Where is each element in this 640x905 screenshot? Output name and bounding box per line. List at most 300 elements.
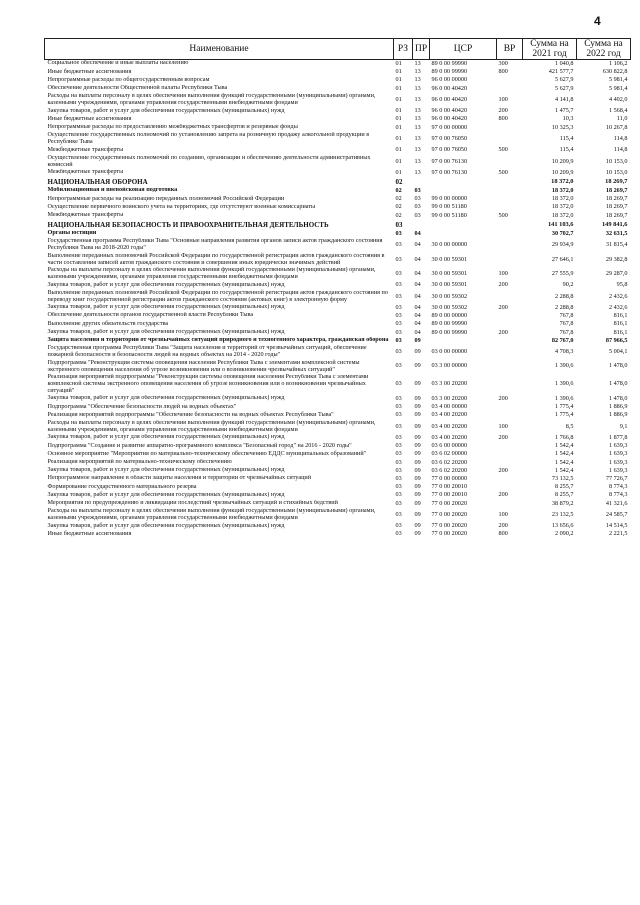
row-rz: 01 <box>395 123 402 131</box>
row-sum-2022: 2 432,6 <box>608 292 628 300</box>
row-csr: 97 0 00 76130 <box>431 168 468 176</box>
row-vr <box>497 450 523 458</box>
row-sum-2022: 18 269,7 <box>605 195 628 203</box>
table-row <box>45 420 631 434</box>
row-rz: 03 <box>395 229 402 237</box>
table-row <box>45 491 631 499</box>
row-vr: 500 <box>498 146 508 154</box>
row-sum-2021: 1 390,6 <box>554 362 574 370</box>
row-vr: 200 <box>498 466 508 474</box>
row-sum-2022: 29 287,0 <box>605 269 628 277</box>
row-rz: 03 <box>395 336 402 344</box>
row-sum-2022: 41 321,6 <box>605 499 628 507</box>
row-sum-2021: 2 090,2 <box>554 530 574 538</box>
row-csr: 77 0 00 00000 <box>431 475 468 483</box>
row-sum-2021: 1 766,8 <box>554 434 574 442</box>
row-rz: 03 <box>395 303 402 311</box>
row-sum-2022: 10 267,8 <box>605 123 628 131</box>
row-csr <box>430 177 497 187</box>
row-sum-2021: 10 209,9 <box>551 157 574 165</box>
row-csr: 30 0 00 59301 <box>431 255 468 263</box>
row-rz: 03 <box>395 491 402 499</box>
row-sum-2022: 816,1 <box>613 328 628 336</box>
row-pr: 03 <box>414 195 421 203</box>
header-rz: РЗ <box>394 39 413 60</box>
row-sum-2022: 11,0 <box>616 115 628 123</box>
row-vr <box>497 374 523 395</box>
row-vr <box>497 220 523 230</box>
row-csr: 97 0 00 00000 <box>431 123 468 131</box>
row-csr: 77 0 00 20020 <box>431 530 468 538</box>
table-row <box>45 195 631 203</box>
row-rz: 03 <box>395 395 402 403</box>
row-name: Защита населения и территории от чрезвычайных ситуаций природного и техногенного характера, гражданская оборона <box>47 336 389 343</box>
table-row <box>45 434 631 442</box>
row-pr: 03 <box>414 187 421 195</box>
row-pr: 09 <box>414 422 421 430</box>
table-row <box>45 329 631 337</box>
row-name: Основное мероприятие "Мероприятия по материально-техническому обеспечению ЕДДС муниципальных образований" <box>47 450 367 457</box>
row-rz: 01 <box>395 95 402 103</box>
row-vr <box>497 345 523 359</box>
row-sum-2021: 13 656,6 <box>551 522 574 530</box>
row-sum-2021: 1 542,4 <box>554 466 574 474</box>
row-name: Осуществление государственных полномочий по созданию, организации и обеспечению деятельности административных комиссий <box>47 154 371 168</box>
row-pr: 04 <box>414 269 421 277</box>
row-vr: 200 <box>498 107 508 115</box>
row-sum-2021: 767,8 <box>559 320 574 328</box>
row-csr: 03 4 00 00000 <box>431 403 468 411</box>
row-csr: 30 0 00 59302 <box>431 303 468 311</box>
table-row <box>45 467 631 475</box>
row-name: Мероприятия по предупреждению и ликвидации последствий чрезвычайных ситуаций и стихийных бедствий <box>47 499 338 506</box>
row-rz: 01 <box>395 60 402 67</box>
table-row <box>45 238 631 252</box>
row-sum-2022: 816,1 <box>613 312 628 320</box>
row-sum-2022: 2 432,6 <box>608 303 628 311</box>
row-sum-2022: 5 981,4 <box>608 84 628 92</box>
row-sum-2022: 5 004,1 <box>608 348 628 355</box>
row-rz: 01 <box>395 107 402 115</box>
table-row <box>45 475 631 483</box>
row-vr <box>497 195 523 203</box>
row-sum-2022: 4 402,0 <box>608 95 628 103</box>
table-row <box>45 60 631 69</box>
row-sum-2022: 1 886,9 <box>608 411 628 419</box>
table-row <box>45 85 631 93</box>
row-sum-2022: 1 639,3 <box>608 458 628 466</box>
row-rz: 02 <box>395 187 402 195</box>
row-csr: 96 0 00 00000 <box>431 76 468 84</box>
row-rz: 03 <box>395 348 402 355</box>
row-pr: 04 <box>414 303 421 311</box>
row-vr <box>497 411 523 419</box>
row-name: Межбюджетные трансферты <box>47 146 124 153</box>
row-rz: 03 <box>395 475 402 483</box>
row-csr: 77 0 00 20020 <box>431 499 468 507</box>
row-pr: 09 <box>414 434 421 442</box>
row-sum-2021: 8 255,7 <box>554 483 574 491</box>
row-vr: 200 <box>498 522 508 530</box>
table-row <box>45 132 631 146</box>
row-sum-2022: 816,1 <box>613 320 628 328</box>
row-sum-2022: 32 631,5 <box>605 229 628 237</box>
row-sum-2021: 4 708,3 <box>554 348 574 355</box>
row-name: НАЦИОНАЛЬНАЯ БЕЗОПАСНОСТЬ И ПРАВООХРАНИТЕЛЬНАЯ ДЕЯТЕЛЬНОСТЬ <box>47 220 329 229</box>
row-vr: 200 <box>498 281 508 289</box>
row-name: Реализация мероприятий по материально-техническому обеспечению <box>47 458 232 465</box>
table-row <box>45 230 631 238</box>
row-name: Подпрограмма "Создание и развитие аппаратно-программного комплекса "Безопасный город" на 2016 - 2020 годы" <box>47 442 352 449</box>
table-row <box>45 212 631 220</box>
row-name: Закупка товаров, работ и услуг для обеспечения государственных (муниципальных) нужд <box>47 395 285 402</box>
row-sum-2021: 10 325,3 <box>551 123 574 131</box>
row-pr: 13 <box>414 84 421 92</box>
row-vr <box>497 320 523 328</box>
table-row <box>45 252 631 266</box>
row-name: Закупка товаров, работ и услуг для обеспечения государственных (муниципальных) нужд <box>47 328 285 335</box>
row-csr: 03 6 02 20200 <box>431 458 468 466</box>
row-name: НАЦИОНАЛЬНАЯ ОБОРОНА <box>47 178 148 187</box>
row-rz: 02 <box>395 203 402 211</box>
row-vr <box>497 475 523 483</box>
row-pr: 09 <box>414 499 421 507</box>
row-name: Закупка товаров, работ и услуг для обеспечения государственных (муниципальных) нужд <box>47 491 285 498</box>
row-sum-2021: 18 372,0 <box>551 178 574 186</box>
row-vr: 800 <box>498 68 508 76</box>
row-sum-2022: 2 221,5 <box>608 530 628 538</box>
table-row <box>45 281 631 289</box>
row-sum-2022: 1 568,4 <box>608 107 628 115</box>
row-rz: 01 <box>395 84 402 92</box>
row-pr: 13 <box>414 168 421 176</box>
row-sum-2021: 2 288,8 <box>554 292 574 300</box>
row-csr: 97 0 00 76050 <box>431 134 468 142</box>
row-sum-2021: 18 372,0 <box>551 211 574 219</box>
row-csr <box>430 230 497 238</box>
row-rz: 03 <box>395 403 402 411</box>
table-row <box>45 450 631 458</box>
row-vr: 500 <box>498 211 508 219</box>
row-csr: 03 6 00 00000 <box>431 442 468 450</box>
row-sum-2021: 90,2 <box>562 281 574 289</box>
row-sum-2021: 5 627,9 <box>554 84 574 92</box>
row-pr: 04 <box>414 281 421 289</box>
table-row <box>45 483 631 491</box>
row-vr: 200 <box>498 328 508 336</box>
row-csr: 03 0 00 00000 <box>431 348 468 355</box>
table-row <box>45 530 631 538</box>
table-row <box>45 220 631 230</box>
row-sum-2021: 141 103,6 <box>547 220 574 228</box>
row-csr: 03 6 02 00000 <box>431 450 468 458</box>
row-sum-2021: 1 775,4 <box>554 403 574 411</box>
row-rz: 03 <box>395 510 402 518</box>
row-csr: 96 0 00 40420 <box>431 107 468 115</box>
row-csr: 89 0 00 99990 <box>431 328 468 336</box>
row-rz: 03 <box>395 522 402 530</box>
row-vr <box>497 76 523 84</box>
row-sum-2021: 23 132,5 <box>551 510 574 518</box>
row-sum-2022: 8 774,3 <box>608 483 628 491</box>
row-vr <box>497 337 523 345</box>
header-name: Наименование <box>45 39 394 60</box>
row-sum-2022: 630 822,8 <box>602 68 628 76</box>
row-sum-2021: 1 775,4 <box>554 411 574 419</box>
row-name: Подпрограмма "Обеспечение безопасности людей на водных объектах" <box>47 403 237 410</box>
row-sum-2022: 29 382,8 <box>605 255 628 263</box>
table-row <box>45 442 631 450</box>
row-name: Обеспечение деятельности органов государственной власти Республики Тыва <box>47 312 254 319</box>
table-row <box>45 177 631 187</box>
row-sum-2022: 95,8 <box>616 281 628 289</box>
row-rz: 01 <box>395 134 402 142</box>
row-sum-2021: 1 542,4 <box>554 450 574 458</box>
row-pr: 04 <box>414 320 421 328</box>
row-pr: 09 <box>414 362 421 370</box>
row-rz: 03 <box>395 411 402 419</box>
row-sum-2022: 1 106,2 <box>608 60 628 67</box>
row-vr: 100 <box>498 422 508 430</box>
row-name: Государственная программа Республики Тыва "Основные направления развития органов записи актов гражданского состояния Республики Тыва на 2018-2020 годы" <box>47 238 383 252</box>
row-sum-2021: 10,3 <box>562 115 574 123</box>
table-row <box>45 154 631 168</box>
row-pr: 09 <box>414 336 421 344</box>
row-vr <box>497 459 523 467</box>
table-row <box>45 411 631 419</box>
table-row <box>45 93 631 107</box>
row-sum-2021: 1 390,6 <box>554 380 574 388</box>
row-vr <box>497 132 523 146</box>
row-sum-2022: 1 639,3 <box>608 466 628 474</box>
row-csr: 03 4 00 20200 <box>431 422 468 430</box>
table-row <box>45 146 631 154</box>
row-csr: 97 0 00 76050 <box>431 146 468 154</box>
row-pr: 13 <box>414 134 421 142</box>
table-body <box>45 60 631 539</box>
row-sum-2022: 8 774,3 <box>608 491 628 499</box>
row-vr <box>497 359 523 373</box>
row-sum-2022: 9,1 <box>619 422 628 430</box>
row-rz: 03 <box>395 450 402 458</box>
row-csr: 03 4 00 20200 <box>431 411 468 419</box>
row-name: Закупка товаров, работ и услуг для обеспечения государственных (муниципальных) нужд <box>47 434 285 441</box>
row-sum-2022: 1 639,3 <box>608 442 628 450</box>
row-sum-2021: 421 577,7 <box>548 68 574 76</box>
row-sum-2021: 30 702,7 <box>551 229 574 237</box>
row-rz: 03 <box>395 320 402 328</box>
row-name: Закупка товаров, работ и услуг для обеспечения государственных (муниципальных) нужд <box>47 107 285 114</box>
row-sum-2022: 87 966,5 <box>605 336 628 344</box>
row-sum-2021: 1 390,6 <box>554 395 574 403</box>
row-vr: 800 <box>498 115 508 123</box>
row-rz: 03 <box>395 499 402 507</box>
row-name: Реализация мероприятий подпрограммы "Обеспечение безопасности на водных объектах Республики Тыва" <box>47 411 334 418</box>
row-name: Расходы на выплаты персоналу в целях обеспечения выполнения функций государственными (муниципальными) органами, казенными учреждениями, органами управления государственными внебюджетными фондами <box>47 92 376 107</box>
row-rz: 02 <box>395 211 402 219</box>
row-rz: 03 <box>395 312 402 320</box>
table-row <box>45 267 631 281</box>
row-sum-2021: 767,8 <box>559 328 574 336</box>
row-name: Обеспечение деятельности Общественной палаты Республики Тыва <box>47 84 228 91</box>
row-vr <box>497 403 523 411</box>
row-pr: 13 <box>414 60 421 67</box>
row-rz: 03 <box>395 483 402 491</box>
row-name: Закупка товаров, работ и услуг для обеспечения государственных (муниципальных) нужд <box>47 466 285 474</box>
row-pr: 04 <box>414 292 421 300</box>
row-vr <box>497 312 523 320</box>
row-vr: 100 <box>498 510 508 518</box>
row-pr: 09 <box>414 458 421 466</box>
row-sum-2021: 27 646,1 <box>551 255 574 263</box>
row-vr: 200 <box>498 491 508 499</box>
header-pr: ПР <box>413 39 430 60</box>
row-name: Закупка товаров, работ и услуг для обеспечения государственных (муниципальных) нужд <box>47 303 285 311</box>
row-rz: 03 <box>395 362 402 370</box>
row-sum-2022: 31 815,4 <box>605 241 628 249</box>
row-name: Непрограммные расходы по общегосударственным вопросам <box>47 76 210 83</box>
row-name: Иные бюджетные ассигнования <box>47 530 132 537</box>
row-sum-2021: 1 542,4 <box>554 442 574 450</box>
row-csr: 77 0 00 20010 <box>431 483 468 491</box>
row-sum-2022: 1 886,9 <box>608 403 628 411</box>
row-csr: 03 4 00 20200 <box>431 434 468 442</box>
row-rz: 02 <box>395 178 403 187</box>
row-rz: 03 <box>395 220 403 229</box>
row-vr: 300 <box>498 60 508 67</box>
row-name: Реализация мероприятий подпрограммы "Реконструкция системы оповещения населения Республики Тыва с элементами комплексной системы экстренного оповещения населения об угрозе возникновения или о возникновении чрезвычайных ситуаций" <box>47 373 369 394</box>
row-pr: 04 <box>414 229 421 237</box>
table-row <box>45 395 631 403</box>
row-pr: 09 <box>414 510 421 518</box>
row-pr <box>413 177 430 187</box>
row-vr <box>497 442 523 450</box>
row-pr: 03 <box>414 211 421 219</box>
row-csr <box>430 337 497 345</box>
row-csr: 96 0 00 40420 <box>431 84 468 92</box>
row-pr: 09 <box>414 395 421 403</box>
row-name: Закупка товаров, работ и услуг для обеспечения государственных (муниципальных) нужд <box>47 281 285 288</box>
row-sum-2022: 114,8 <box>613 134 628 142</box>
table-row <box>45 374 631 395</box>
row-csr: 89 0 00 99990 <box>431 320 468 328</box>
row-pr: 13 <box>414 68 421 76</box>
row-csr: 77 0 00 20020 <box>431 510 468 518</box>
page-number: 4 <box>594 14 601 28</box>
row-name: Осуществление первичного воинского учета на территориях, где отсутствуют военные комиссариаты <box>47 203 316 210</box>
row-vr <box>497 85 523 93</box>
row-sum-2021: 29 934,9 <box>551 241 574 249</box>
row-pr: 09 <box>414 530 421 538</box>
table-row <box>45 187 631 195</box>
row-csr: 03 3 00 20200 <box>431 380 468 388</box>
row-pr <box>413 220 430 230</box>
row-rz: 01 <box>395 76 402 84</box>
row-vr <box>497 238 523 252</box>
row-csr: 89 0 00 99990 <box>431 68 468 76</box>
row-vr: 200 <box>498 434 508 442</box>
row-sum-2022: 5 981,4 <box>608 76 628 84</box>
row-csr <box>430 220 497 230</box>
row-rz: 01 <box>395 68 402 76</box>
table-row <box>45 508 631 522</box>
table-row <box>45 289 631 303</box>
row-vr <box>497 187 523 195</box>
row-sum-2022: 1 478,0 <box>608 380 628 388</box>
row-rz: 03 <box>395 466 402 474</box>
row-sum-2021: 82 767,0 <box>551 336 574 344</box>
row-sum-2022: 18 269,7 <box>605 178 628 186</box>
row-sum-2022: 14 514,5 <box>605 522 628 530</box>
row-pr: 13 <box>414 115 421 123</box>
row-pr: 09 <box>414 380 421 388</box>
row-csr: 99 0 00 00000 <box>431 195 468 203</box>
row-rz: 03 <box>395 328 402 336</box>
row-pr: 09 <box>414 411 421 419</box>
row-pr: 04 <box>414 255 421 263</box>
table-header-row <box>45 39 631 60</box>
row-name: Осуществление государственных полномочий по установлению запрета на розничную продажу алкогольной продукции в Республике Тыва <box>47 131 370 146</box>
row-name: Непрограммные расходы на реализацию переданных полномочий Российской Федерации <box>47 195 285 202</box>
row-sum-2021: 5 627,9 <box>554 76 574 84</box>
table-row <box>45 403 631 411</box>
row-pr: 13 <box>414 107 421 115</box>
row-sum-2022: 18 269,7 <box>605 187 628 195</box>
row-rz: 03 <box>395 269 402 277</box>
row-rz: 01 <box>395 157 402 165</box>
header-vr: ВР <box>497 39 523 60</box>
row-sum-2022: 10 153,0 <box>605 157 628 165</box>
row-sum-2022: 114,8 <box>613 146 628 154</box>
row-pr: 09 <box>414 491 421 499</box>
row-vr <box>497 500 523 508</box>
row-sum-2021: 2 288,8 <box>554 303 574 311</box>
row-pr: 03 <box>414 203 421 211</box>
row-sum-2022: 1 639,3 <box>608 450 628 458</box>
row-rz: 01 <box>395 168 402 176</box>
row-sum-2021: 115,4 <box>559 134 574 142</box>
row-csr: 03 3 00 20200 <box>431 395 468 403</box>
row-sum-2021: 767,8 <box>559 312 574 320</box>
row-sum-2021: 115,4 <box>559 146 574 154</box>
row-csr: 96 0 00 40420 <box>431 115 468 123</box>
row-csr: 77 0 00 20020 <box>431 522 468 530</box>
row-rz: 03 <box>395 292 402 300</box>
table-row <box>45 169 631 177</box>
row-vr <box>497 154 523 168</box>
row-pr: 09 <box>414 466 421 474</box>
row-sum-2021: 10 209,9 <box>551 168 574 176</box>
row-name: Формирование государственного материального резерва <box>47 483 197 490</box>
row-vr <box>497 177 523 187</box>
row-vr <box>497 289 523 303</box>
table-row <box>45 320 631 328</box>
row-pr: 09 <box>414 475 421 483</box>
row-pr: 09 <box>414 483 421 491</box>
table-row <box>45 76 631 84</box>
row-name: Мобилизационная и вневойсковая подготовка <box>47 187 178 194</box>
row-sum-2021: 18 372,0 <box>551 195 574 203</box>
row-rz: 01 <box>395 115 402 123</box>
row-vr: 100 <box>498 95 508 103</box>
row-rz: 03 <box>395 442 402 450</box>
row-csr: 30 0 00 59302 <box>431 292 468 300</box>
row-pr: 13 <box>414 146 421 154</box>
row-sum-2021: 1 040,8 <box>554 60 574 67</box>
header-csr: ЦСР <box>430 39 497 60</box>
table-row <box>45 337 631 345</box>
row-name: Межбюджетные трансферты <box>47 211 124 218</box>
